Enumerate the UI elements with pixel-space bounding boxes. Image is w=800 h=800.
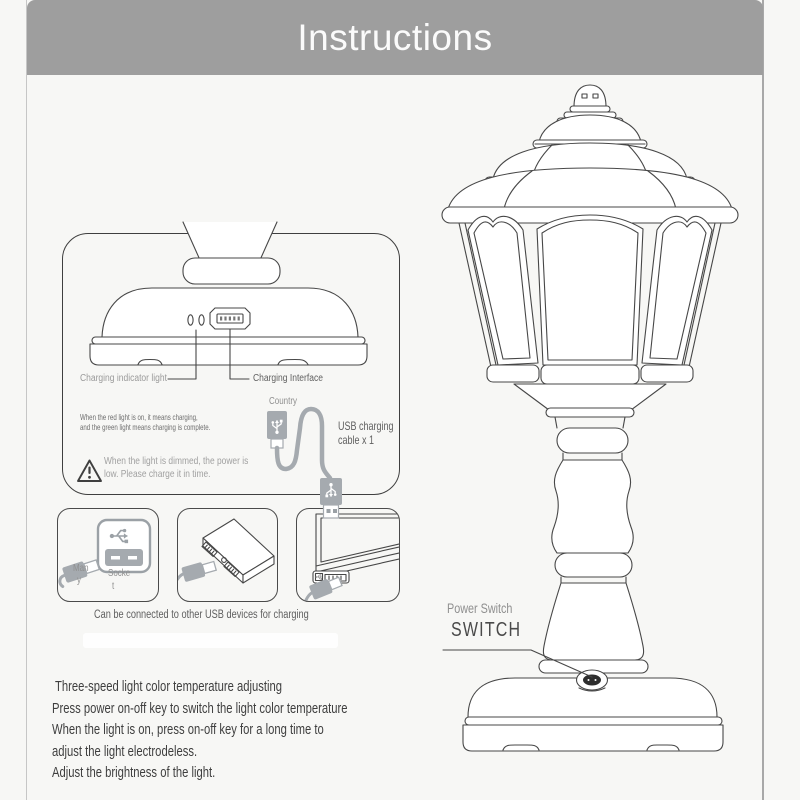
- glass-panel: [537, 215, 643, 365]
- socket-label-socket-wrap: t: [112, 581, 115, 592]
- socket-label-socket: Socke: [108, 568, 131, 579]
- charging-note-line1: When the red light is on, it means charging,: [80, 412, 198, 422]
- country-label: Country: [269, 396, 298, 407]
- instruction-paragraph: [52, 676, 348, 784]
- charging-interface-label: Charging Interface: [253, 373, 323, 384]
- socket-label-man-wrap: y: [77, 575, 81, 586]
- page-right-edge: [762, 0, 764, 800]
- usb-plug-a-icon: [267, 411, 287, 448]
- usb-cable-diagram: [258, 398, 363, 526]
- title-banner: [27, 0, 763, 75]
- warning-line2: low. Please charge it in time.: [104, 468, 211, 480]
- instruction-line: When the light is on, press on-off key for a long time to: [52, 721, 324, 738]
- instruction-line: Three-speed light color temperature adjusting: [55, 678, 283, 695]
- finial-icon: [574, 85, 606, 107]
- glass-panel: [468, 216, 538, 365]
- instruction-line: Press power on-off key to switch the light color temperature: [52, 699, 348, 717]
- charging-indicator-label: Charging indicator light: [80, 373, 167, 384]
- page-title: Instructions: [297, 16, 493, 58]
- instruction-line: adjust the light electrodeless.: [52, 742, 198, 760]
- usb-plug-b-icon: [320, 478, 342, 518]
- usb-plug-icon: [177, 559, 217, 586]
- page-left-edge: [26, 0, 28, 800]
- baluster-stem: [552, 460, 633, 553]
- ghost-watermark: [83, 633, 338, 648]
- lamp-base-diagram: [55, 218, 405, 390]
- power-switch-label: Power Switch: [447, 601, 513, 616]
- instruction-line: Adjust the brightness of the light.: [52, 764, 216, 781]
- warning-line1: When the light is dimmed, the power is: [104, 455, 249, 467]
- switch-label: SWITCH: [451, 619, 522, 641]
- glass-panel: [642, 216, 712, 365]
- charging-note-line2: and the green light means charging is complete.: [80, 422, 211, 432]
- wall-socket-diagram: [58, 509, 158, 601]
- usb-row-caption: Can be connected to other USB devices for charging: [94, 609, 309, 621]
- lamp-illustration: [435, 80, 755, 758]
- usb-source-box-socket: [57, 508, 159, 602]
- socket-label-man: Man: [73, 563, 89, 574]
- cable-label-line2: cable x 1: [338, 433, 375, 447]
- cable-label-line1: USB charging: [338, 419, 394, 433]
- usb-port-icon: [210, 308, 250, 329]
